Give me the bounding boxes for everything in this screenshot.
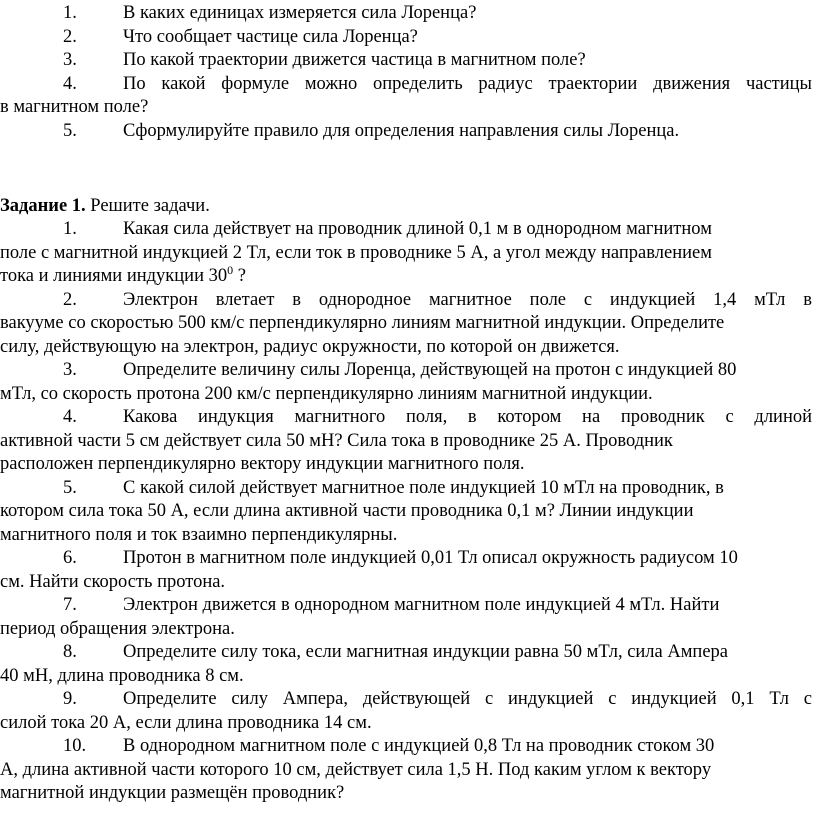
question-item xyxy=(0,49,812,73)
task-text-line: Протон в магнитном поле индукцией 0,01 Тл описал окружность радиусом 10 xyxy=(123,548,738,568)
task-number: 5. xyxy=(63,477,77,498)
task-item xyxy=(0,289,812,360)
task-text-line: В однородном магнитном поле с индукцией 0,8 Тл на проводник стоком 30 xyxy=(123,736,715,756)
question-text-continuation: в магнитном поле? xyxy=(0,97,149,117)
task-number: 3. xyxy=(63,360,77,380)
task-number: 1. xyxy=(63,219,77,239)
task-text-line: Определите величину силы Лоренца, действующей на протон с индукцией 80 xyxy=(123,360,737,380)
task-number: 10. xyxy=(63,736,87,756)
task-number: 8. xyxy=(63,642,77,662)
task-text-line: Какая сила действует на проводник длиной 0,1 м в однородном магнитном xyxy=(123,219,712,239)
task-number: 9. xyxy=(63,689,77,709)
task-text-line: А, длина активной части которого 10 см, действует сила 1,5 Н. Под каким углом к вектору xyxy=(0,759,712,780)
task-text-line: вакууме со скоростью 500 км/с перпендикулярно линиям магнитной индукции. Определите xyxy=(0,313,725,333)
task-heading-label: Задание 1. xyxy=(0,196,86,216)
question-number: 4. xyxy=(63,73,77,94)
task-text-line: см. Найти скорость протона. xyxy=(0,571,226,592)
task-text-line: 40 мН, длина проводника 8 см. xyxy=(0,665,244,686)
task-text-line: магнитного поля и ток взаимно перпендикулярны. xyxy=(0,524,398,545)
task-text-line: С какой силой действует магнитное поле индукцией 10 мТл на проводник, в xyxy=(123,477,724,498)
question-text: В каких единицах измеряется сила Лоренца? xyxy=(123,3,477,23)
task-text-line: Электрон влетает в однородное магнитное поле с индукцией 1,4 мТл в xyxy=(123,289,812,310)
task-text-line: Какова индукция магнитного поля, в котором на проводник с длиной xyxy=(123,407,812,427)
task-item xyxy=(0,218,812,289)
question-text: По какой траектории движется частица в магнитном поле? xyxy=(123,50,586,70)
task-text-line: расположен перпендикулярно вектору индукции магнитного поля. xyxy=(0,454,525,474)
question-number: 3. xyxy=(63,50,77,70)
task-number: 7. xyxy=(63,595,77,615)
task-text-line xyxy=(0,265,812,289)
task-text-line: поле с магнитной индукцией 2 Тл, если ток в проводнике 5 А, а угол между направлением xyxy=(0,242,712,263)
task-text-line: силу, действующую на электрон, радиус окружности, по которой он движется. xyxy=(0,336,620,357)
question-text: По какой формуле можно определить радиус траектории движения частицы xyxy=(123,73,812,94)
question-item xyxy=(0,2,812,26)
task-number: 4. xyxy=(63,407,77,427)
task-item xyxy=(0,594,812,641)
task-item xyxy=(0,735,812,806)
question-number: 1. xyxy=(63,3,77,23)
task-text-line: котором сила тока 50 А, если длина активной части проводника 0,1 м? Линии индукции xyxy=(0,501,694,521)
task-item xyxy=(0,359,812,406)
question-text: Что сообщает частице сила Лоренца? xyxy=(123,26,418,47)
task-list xyxy=(0,218,812,806)
question-item xyxy=(0,120,812,144)
task-item xyxy=(0,688,812,735)
question-item xyxy=(0,26,812,50)
task-item xyxy=(0,547,812,594)
task-heading xyxy=(0,195,210,219)
task-text-line: магнитной индукции размещён проводник? xyxy=(0,783,345,803)
task-item xyxy=(0,477,812,548)
question-text: Сформулируйте правило для определения направления силы Лоренца. xyxy=(123,120,680,141)
question-number: 5. xyxy=(63,120,77,141)
task-text-line: силой тока 20 А, если длина проводника 14 см. xyxy=(0,712,372,733)
task-text-line: период обращения электрона. xyxy=(0,618,235,639)
degree-superscript: 0 xyxy=(227,263,234,277)
task-text-line: активной части 5 см действует сила 50 мН? Сила тока в проводнике 25 А. Проводник xyxy=(0,430,673,451)
task-item xyxy=(0,641,812,688)
question-number: 2. xyxy=(63,26,77,47)
task-number: 6. xyxy=(63,548,77,568)
task-text: тока и линиями индукции 30 xyxy=(0,266,228,286)
task-heading-instruction: Решите задачи. xyxy=(85,196,210,216)
task-item xyxy=(0,406,812,477)
task-text-line: Электрон движется в однородном магнитном поле индукцией 4 мТл. Найти xyxy=(123,595,720,615)
question-list xyxy=(0,2,812,143)
task-text-line: Определите силу Ампера, действующей с индукцией с индукцией 0,1 Тл с xyxy=(123,689,812,709)
task-text-line: мТл, со скорость протона 200 км/с перпендикулярно линиям магнитной индукции. xyxy=(0,383,653,404)
task-text: ? xyxy=(233,266,246,286)
task-text-line: Определите силу тока, если магнитная индукции равна 50 мТл, сила Ампера xyxy=(123,642,729,662)
question-item xyxy=(0,73,812,120)
task-number: 2. xyxy=(63,289,77,310)
